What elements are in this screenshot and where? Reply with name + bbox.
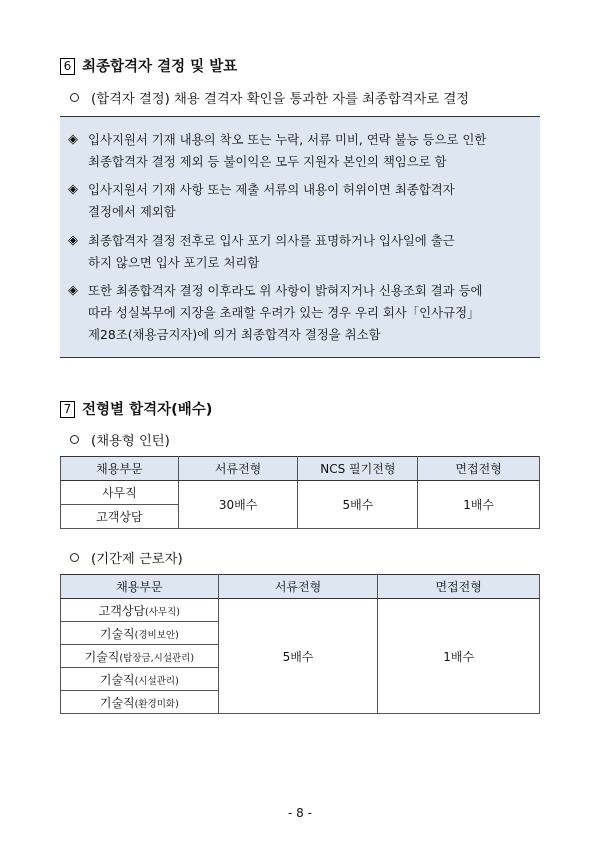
table-header-row [61,575,540,599]
table-header: 면접전형 [378,575,540,599]
table-header: 서류전형 [178,457,298,481]
table-cell: 30배수 [178,481,298,529]
section-7-title [60,398,212,419]
table-cell [61,691,219,714]
section-6-heading: 최종합격자 결정 및 발표 [82,59,238,75]
notice-line: 하지 않으면 입사 포기로 처리함 [88,255,260,270]
notice-item [68,230,533,274]
section-number-box: 7 [60,401,75,418]
table-row [61,481,540,505]
intern-table [60,456,540,529]
notice-line: 입사지원서 기재 사항 또는 제출 서류의 내용이 허위이면 최종합격자 [88,182,455,197]
table-cell [61,599,219,622]
decision-bullet [70,88,469,107]
row-main: 고객상담 [98,603,146,618]
intern-subheading [70,430,170,449]
contract-table [60,574,540,714]
row-main: 기술직 [99,695,135,710]
section-number-box: 6 [60,58,75,75]
circle-bullet-icon [70,553,79,562]
contract-label: (기간제 근로자) [91,552,183,567]
table-cell: 1배수 [378,599,540,714]
notice-line: 또한 최종합격자 결정 이후라도 위 사항이 밝혀지거나 신용조회 결과 등에 [88,283,483,298]
decision-text: (합격자 결정) 채용 결격자 확인을 통과한 자를 최종합격자로 결정 [91,92,470,107]
row-detail: (시설관리) [134,675,179,687]
table-cell [61,622,219,645]
section-6-title [60,55,237,76]
intern-label: (채용형 인턴) [91,434,170,449]
diamond-bullet-icon: ◈ [68,182,78,197]
row-detail: (환경미화) [134,698,179,710]
row-main: 기술직 [99,672,135,687]
table-cell: 고객상담 [61,505,179,529]
table-row [61,599,540,622]
table-header: 채용부문 [61,575,219,599]
row-detail: (경비보안) [134,629,179,641]
circle-bullet-icon [70,435,79,444]
notice-line: 제28조(채용금지자)에 의거 최종합격자 결정을 취소함 [88,327,381,342]
row-main: 기술직 [99,626,135,641]
row-detail: (탐장금,시설관리) [119,652,195,664]
table-header: 면접전형 [418,457,540,481]
contract-subheading [70,548,183,567]
table-header: NCS 필기전형 [298,457,418,481]
section-7-heading: 전형별 합격자(배수) [82,402,213,418]
diamond-bullet-icon: ◈ [68,233,78,248]
notice-line: 결정에서 제외함 [88,204,176,219]
table-cell: 5배수 [218,599,378,714]
table-header: 채용부문 [61,457,179,481]
notice-box [60,116,540,358]
diamond-bullet-icon: ◈ [68,283,78,298]
notice-line: 입사지원서 기재 내용의 착오 또는 누락, 서류 미비, 연락 불능 등으로 인한 [88,132,487,147]
notice-item [68,129,533,173]
page-number: - 8 - [288,806,312,820]
table-cell: 1배수 [418,481,540,529]
notice-item [68,280,533,346]
notice-line: 최종합격자 결정 전후로 입사 포기 의사를 표명하거나 입사일에 출근 [88,233,455,248]
table-header: 서류전형 [218,575,378,599]
table-cell [61,668,219,691]
diamond-bullet-icon: ◈ [68,132,78,147]
table-cell: 5배수 [298,481,418,529]
notice-line: 따라 성실복무에 지장을 초래할 우려가 있는 경우 우리 회사「인사규정」 [88,305,480,320]
row-detail: (사무직) [145,606,180,618]
table-cell: 사무직 [61,481,179,505]
row-main: 기술직 [84,649,120,664]
notice-item [68,179,533,223]
circle-bullet-icon [70,93,79,102]
table-header-row [61,457,540,481]
notice-line: 최종합격자 결정 제외 등 불이익은 모두 지원자 본인의 책임으로 함 [88,154,447,169]
table-cell [61,645,219,668]
